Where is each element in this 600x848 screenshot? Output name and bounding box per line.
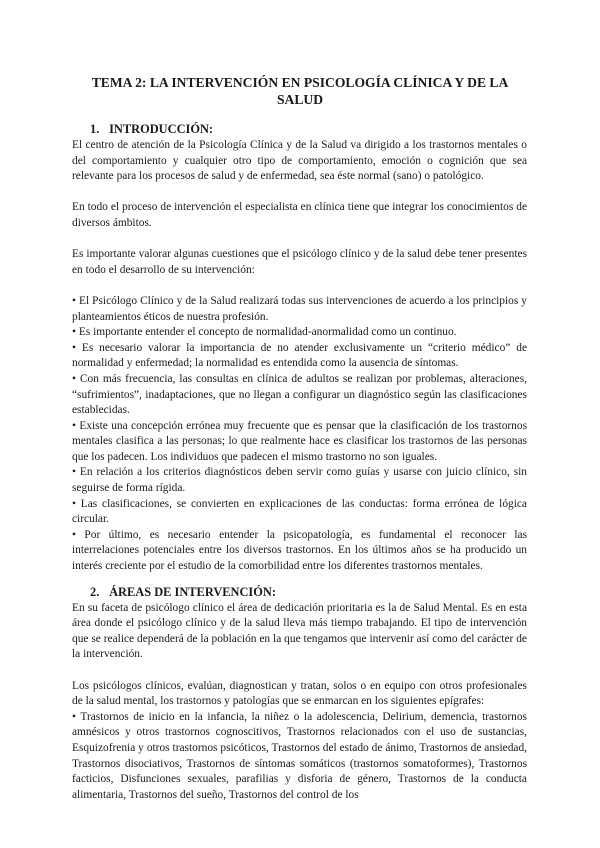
section-number: 1. [90, 122, 100, 136]
bullet-item: • Es importante entender el concepto de normalidad-anormalidad como un continuo. [72, 326, 457, 339]
bullet-item: • Trastornos de inicio en la infancia, la niñez o la adolescencia, Delirium, demencia, trastornos amnésicos y otros trastornos cognoscitivos, Trastornos relacionados con el uso de sustancias, Esquizofrenia y otros trastornos psicóticos, Trastornos del estado de ánimo, Trastornos de ansiedad, Trastornos disociativos, Trastornos de síntomas somáticos (trastornos somatoformes), Trastornos facticios, Disfunciones sexuales, parafilias y disforia de género, Trastornos de la conducta alimentaria, Trastornos del sueño, Trastornos del control de los [72, 710, 527, 801]
section-title: ÁREAS DE INTERVENCIÓN: [109, 584, 276, 599]
document-body [72, 122, 527, 803]
bullet-item: • Por último, es necesario entender la psicopatología, es fundamental el reconocer las interrelaciones potenciales entre los diversos trastornos. En los últimos años se ha producido un interés creciente por el estudio de la comorbilidad entre los diferentes trastornos mentales. [72, 528, 527, 573]
document-title: TEMA 2: LA INTERVENCIÓN EN PSICOLOGÍA CLÍNICA Y DE LA SALUD [91, 75, 509, 107]
paragraph: Los psicólogos clínicos, evalúan, diagnostican y tratan, solos o en equipo con otros profesionales de la salud mental, los trastornos y patologías que se enmarcan en los siguientes epígrafes: [72, 679, 527, 708]
paragraph: El centro de atención de la Psicología Clínica y de la Salud va dirigido a los trastornos mentales o del comportamiento y cualquier otro tipo de comportamiento, emoción o cognición que sea relevante para los procesos de salud y de enfermedad, sea éste normal (sano) o patológico. [72, 139, 527, 183]
section-title: INTRODUCCIÓN: [109, 122, 214, 136]
bullet-item: • Es necesario valorar la importancia de no atender exclusivamente un “criterio médico” de normalidad y enfermedad; la normalidad es entendida como la ausencia de síntomas. [72, 341, 527, 370]
bullet-item: • El Psicólogo Clínico y de la Salud realizará todas sus intervenciones de acuerdo a los principios y planteamientos éticos de nuestra profesión. [72, 294, 527, 323]
section-heading-introduccion [90, 122, 527, 137]
paragraph: En todo el proceso de intervención el especialista en clínica tiene que integrar los conocimientos de diversos ámbitos. [72, 201, 527, 229]
paragraph: En su faceta de psicólogo clínico el área de dedicación prioritaria es la de Salud Mental. Es en esta área donde el psicólogo clínico y de la salud lleva más tiempo trabajando. El tipo de intervención que se realice dependerá de la población en la que tengamos que intervenir así como del carácter de la intervención. [72, 601, 527, 661]
section-number: 2. [90, 584, 100, 599]
bullet-item: • Con más frecuencia, las consultas en clínica de adultos se realizan por problemas, alteraciones, “sufrimientos”, inadaptaciones, que no llegan a configurar un diagnóstico según las clasificaciones establecidas. [72, 372, 527, 417]
bullet-item: • Existe una concepción errónea muy frecuente que es pensar que la clasificación de los trastornos mentales clasifica a las personas; lo que realmente hace es clasificar los trastornos de las personas que los padecen. Los individuos que padecen el mismo trastorno no son iguales. [72, 419, 527, 463]
paragraph: Es importante valorar algunas cuestiones que el psicólogo clínico y de la salud debe tener presentes en todo el desarrollo de su intervención: [72, 248, 527, 276]
section-heading-areas [90, 585, 527, 600]
bullet-item: • En relación a los criterios diagnósticos deben servir como guías y usarse con juicio clínico, sin seguirse de forma rígida. [72, 466, 527, 495]
bullet-item: • Las clasificaciones, se convierten en explicaciones de las conductas: forma errónea de lógica circular. [72, 497, 527, 526]
